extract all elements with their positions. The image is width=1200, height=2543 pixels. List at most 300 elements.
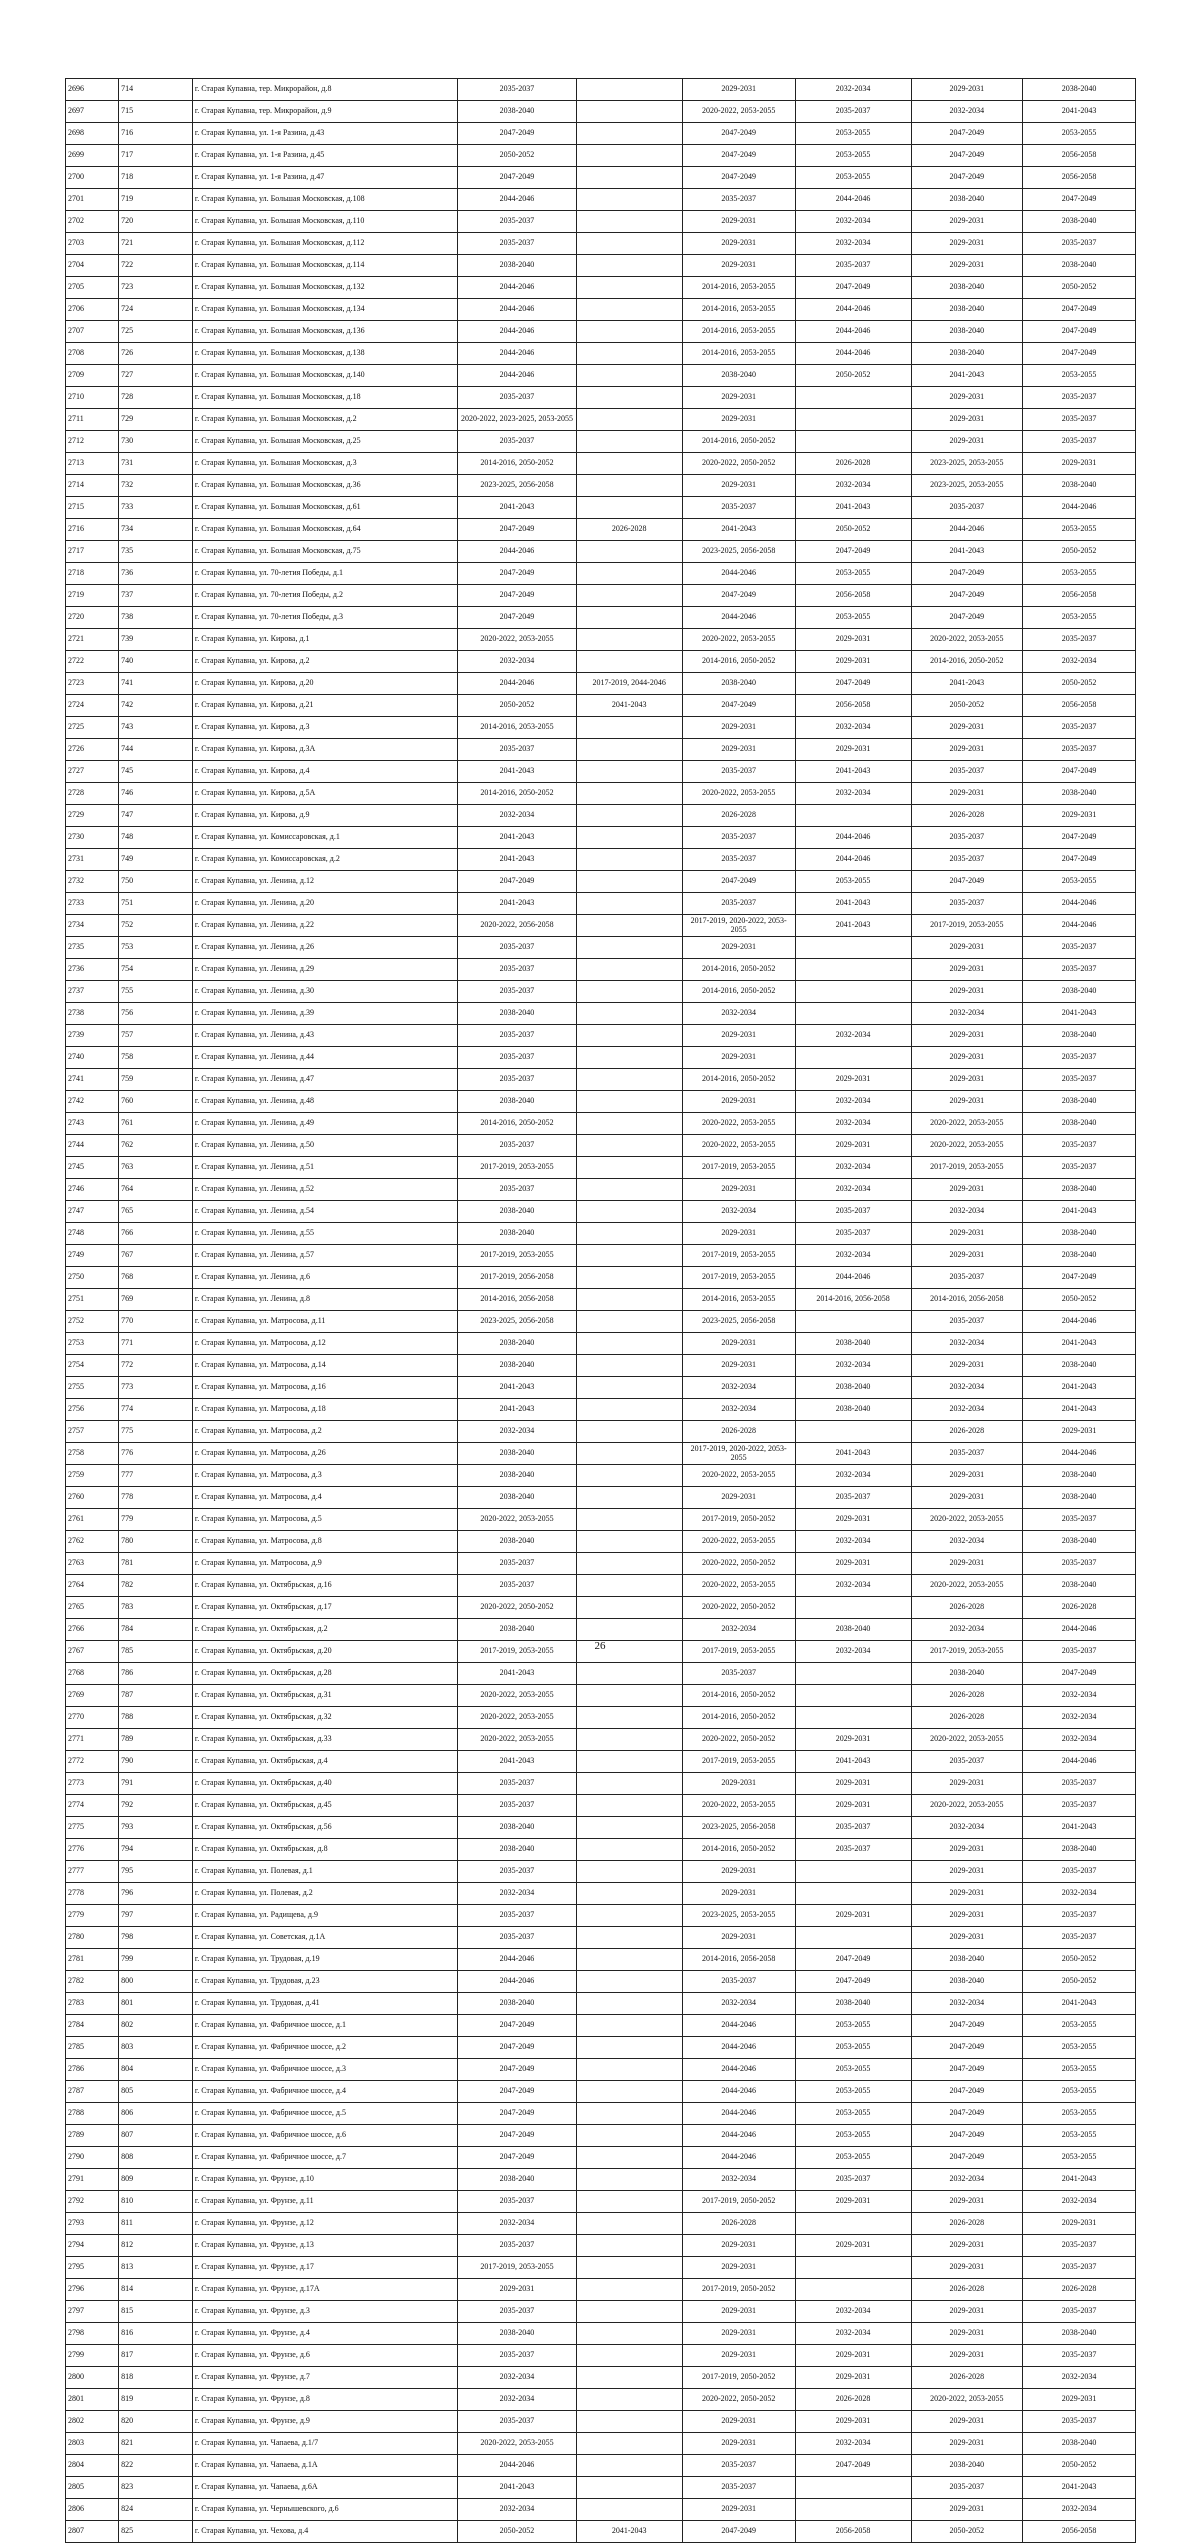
cell-period-d: 2041-2043 [795,1443,911,1465]
cell-building-id: 738 [119,607,193,629]
cell-period-a: 2038-2040 [458,1333,576,1355]
table-row [66,541,1136,563]
cell-row-number: 2717 [66,541,119,563]
table-row [66,2015,1136,2037]
cell-row-number: 2725 [66,717,119,739]
cell-building-id: 726 [119,343,193,365]
table-row [66,1575,1136,1597]
cell-period-d: 2029-2031 [795,739,911,761]
cell-period-c: 2038-2040 [682,673,795,695]
table-row [66,915,1136,937]
cell-period-a: 2035-2037 [458,233,576,255]
cell-period-c: 2035-2037 [682,2477,795,2499]
cell-address: г. Старая Купавна, ул. Большая Московская, д.108 [192,189,458,211]
cell-period-f: 2050-2052 [1023,1949,1136,1971]
cell-period-a: 2020-2022, 2053-2055 [458,1509,576,1531]
cell-period-d [795,937,911,959]
cell-address: г. Старая Купавна, ул. Большая Московская, д.75 [192,541,458,563]
table-row [66,1553,1136,1575]
cell-address: г. Старая Купавна, ул. Фрунзе, д.4 [192,2323,458,2345]
table-row [66,959,1136,981]
table-row [66,1091,1136,1113]
cell-period-a: 2035-2037 [458,1135,576,1157]
cell-building-id: 746 [119,783,193,805]
cell-period-d: 2029-2031 [795,651,911,673]
table-row [66,783,1136,805]
cell-period-d: 2053-2055 [795,2103,911,2125]
cell-period-c: 2029-2031 [682,1179,795,1201]
cell-period-f: 2035-2037 [1023,2411,1136,2433]
cell-address: г. Старая Купавна, ул. Матросова, д.26 [192,1443,458,1465]
cell-period-e: 2029-2031 [911,2235,1023,2257]
cell-row-number: 2699 [66,145,119,167]
cell-period-c: 2020-2022, 2050-2052 [682,453,795,475]
cell-period-d [795,2499,911,2521]
cell-period-c: 2014-2016, 2050-2052 [682,959,795,981]
cell-period-e: 2020-2022, 2053-2055 [911,1795,1023,1817]
cell-period-b [576,2059,682,2081]
cell-period-f: 2038-2040 [1023,79,1136,101]
table-row [66,1113,1136,1135]
cell-period-e: 2029-2031 [911,431,1023,453]
cell-row-number: 2802 [66,2411,119,2433]
cell-row-number: 2760 [66,1487,119,1509]
cell-period-f: 2044-2046 [1023,893,1136,915]
cell-address: г. Старая Купавна, ул. Кирова, д.21 [192,695,458,717]
cell-period-d: 2047-2049 [795,1971,911,1993]
cell-period-a: 2035-2037 [458,387,576,409]
cell-period-e: 2035-2037 [911,893,1023,915]
cell-row-number: 2798 [66,2323,119,2345]
cell-period-d [795,409,911,431]
cell-address: г. Старая Купавна, ул. Фрунзе, д.13 [192,2235,458,2257]
cell-address: г. Старая Купавна, ул. Полевая, д.1 [192,1861,458,1883]
cell-period-d [795,2213,911,2235]
cell-address: г. Старая Купавна, ул. Матросова, д.5 [192,1509,458,1531]
cell-address: г. Старая Купавна, ул. Октябрьская, д.16 [192,1575,458,1597]
cell-period-d: 2044-2046 [795,299,911,321]
cell-period-b [576,1487,682,1509]
table-row [66,1355,1136,1377]
cell-period-d: 2056-2058 [795,585,911,607]
cell-period-b [576,453,682,475]
cell-period-f: 2050-2052 [1023,1289,1136,1311]
cell-address: г. Старая Купавна, ул. Комиссаровская, д.2 [192,849,458,871]
cell-period-c: 2047-2049 [682,145,795,167]
cell-period-a: 2035-2037 [458,959,576,981]
cell-period-c: 2020-2022, 2050-2052 [682,1597,795,1619]
cell-address: г. Старая Купавна, ул. Большая Московская, д.25 [192,431,458,453]
cell-period-e: 2029-2031 [911,1047,1023,1069]
cell-row-number: 2797 [66,2301,119,2323]
cell-period-b [576,2081,682,2103]
cell-building-id: 776 [119,1443,193,1465]
cell-address: г. Старая Купавна, ул. Трудовая, д.19 [192,1949,458,1971]
cell-period-b [576,1157,682,1179]
cell-period-b [576,2323,682,2345]
cell-period-b [576,981,682,1003]
cell-period-c: 2035-2037 [682,893,795,915]
cell-period-a: 2041-2043 [458,761,576,783]
cell-period-d: 2038-2040 [795,1333,911,1355]
cell-period-c: 2017-2019, 2050-2052 [682,1509,795,1531]
cell-period-a: 2035-2037 [458,1773,576,1795]
cell-period-c: 2017-2019, 2050-2052 [682,2367,795,2389]
cell-row-number: 2800 [66,2367,119,2389]
cell-row-number: 2773 [66,1773,119,1795]
cell-building-id: 752 [119,915,193,937]
cell-period-f: 2056-2058 [1023,585,1136,607]
cell-address: г. Старая Купавна, ул. Большая Московская, д.140 [192,365,458,387]
cell-period-d [795,1311,911,1333]
cell-period-a: 2035-2037 [458,211,576,233]
cell-period-c: 2032-2034 [682,1399,795,1421]
cell-period-a: 2032-2034 [458,1421,576,1443]
cell-period-f: 2047-2049 [1023,189,1136,211]
cell-address: г. Старая Купавна, ул. Большая Московская, д.36 [192,475,458,497]
cell-period-c: 2044-2046 [682,2103,795,2125]
cell-period-b [576,1971,682,1993]
cell-period-e: 2032-2034 [911,1201,1023,1223]
cell-address: г. Старая Купавна, ул. Ленина, д.51 [192,1157,458,1179]
cell-building-id: 764 [119,1179,193,1201]
cell-address: г. Старая Купавна, ул. Фабричное шоссе, д.3 [192,2059,458,2081]
cell-period-e: 2038-2040 [911,1971,1023,1993]
cell-period-a: 2017-2019, 2053-2055 [458,2257,576,2279]
table-row [66,1971,1136,1993]
cell-period-e: 2029-2031 [911,2323,1023,2345]
cell-period-a: 2032-2034 [458,805,576,827]
cell-period-d: 2050-2052 [795,365,911,387]
cell-building-id: 793 [119,1817,193,1839]
cell-building-id: 750 [119,871,193,893]
cell-period-b [576,475,682,497]
cell-period-d: 2029-2031 [795,1553,911,1575]
cell-address: г. Старая Купавна, ул. Кирова, д.5А [192,783,458,805]
table-row [66,343,1136,365]
cell-period-b [576,1839,682,1861]
cell-period-d [795,1047,911,1069]
cell-period-d: 2053-2055 [795,2015,911,2037]
cell-period-b [576,761,682,783]
cell-address: г. Старая Купавна, ул. Фабричное шоссе, д.2 [192,2037,458,2059]
cell-building-id: 760 [119,1091,193,1113]
cell-period-d [795,2279,911,2301]
cell-period-b [576,585,682,607]
cell-building-id: 785 [119,1641,193,1663]
cell-period-f: 2041-2043 [1023,1399,1136,1421]
cell-building-id: 806 [119,2103,193,2125]
cell-period-b [576,1091,682,1113]
cell-period-d: 2041-2043 [795,761,911,783]
cell-building-id: 766 [119,1223,193,1245]
table-row [66,2037,1136,2059]
cell-row-number: 2723 [66,673,119,695]
cell-period-c: 2047-2049 [682,695,795,717]
cell-period-a: 2014-2016, 2050-2052 [458,1113,576,1135]
cell-period-d: 2029-2031 [795,2345,911,2367]
cell-row-number: 2712 [66,431,119,453]
cell-period-c: 2029-2031 [682,233,795,255]
cell-period-c: 2017-2019, 2053-2055 [682,1157,795,1179]
table-row [66,2191,1136,2213]
cell-period-f: 2035-2037 [1023,1553,1136,1575]
cell-row-number: 2772 [66,1751,119,1773]
cell-period-b [576,1245,682,1267]
cell-address: г. Старая Купавна, ул. Комиссаровская, д.1 [192,827,458,849]
table-row [66,2323,1136,2345]
cell-address: г. Старая Купавна, ул. Матросова, д.8 [192,1531,458,1553]
cell-building-id: 819 [119,2389,193,2411]
cell-period-d: 2032-2034 [795,1157,911,1179]
cell-address: г. Старая Купавна, ул. Большая Московская, д.3 [192,453,458,475]
cell-building-id: 747 [119,805,193,827]
cell-period-c: 2029-2031 [682,739,795,761]
cell-period-f: 2041-2043 [1023,1377,1136,1399]
cell-period-b [576,1685,682,1707]
cell-period-c: 2029-2031 [682,1883,795,1905]
cell-address: г. Старая Купавна, ул. Большая Московская, д.134 [192,299,458,321]
cell-row-number: 2734 [66,915,119,937]
cell-period-f: 2044-2046 [1023,1751,1136,1773]
cell-period-a: 2014-2016, 2050-2052 [458,783,576,805]
cell-address: г. Старая Купавна, ул. Ленина, д.50 [192,1135,458,1157]
cell-period-f: 2053-2055 [1023,123,1136,145]
cell-period-a: 2047-2049 [458,2037,576,2059]
cell-row-number: 2771 [66,1729,119,1751]
cell-period-f: 2050-2052 [1023,2455,1136,2477]
cell-period-c: 2026-2028 [682,2213,795,2235]
cell-period-f: 2032-2034 [1023,1883,1136,1905]
cell-period-f: 2035-2037 [1023,1927,1136,1949]
cell-period-b [576,2279,682,2301]
cell-building-id: 782 [119,1575,193,1597]
cell-period-c: 2020-2022, 2053-2055 [682,101,795,123]
cell-row-number: 2763 [66,1553,119,1575]
cell-period-b [576,1597,682,1619]
cell-address: г. Старая Купавна, ул. Ленина, д.49 [192,1113,458,1135]
cell-period-b [576,2103,682,2125]
cell-period-e: 2035-2037 [911,827,1023,849]
cell-period-d: 2026-2028 [795,2389,911,2411]
cell-period-e: 2032-2034 [911,1531,1023,1553]
cell-building-id: 787 [119,1685,193,1707]
cell-building-id: 748 [119,827,193,849]
cell-building-id: 754 [119,959,193,981]
cell-period-b [576,497,682,519]
cell-period-a: 2041-2043 [458,497,576,519]
cell-period-b [576,893,682,915]
cell-period-c: 2014-2016, 2050-2052 [682,1707,795,1729]
cell-period-c: 2026-2028 [682,805,795,827]
cell-period-d: 2032-2034 [795,1355,911,1377]
cell-period-f: 2050-2052 [1023,1971,1136,1993]
cell-period-f: 2056-2058 [1023,2521,1136,2543]
cell-period-f: 2032-2034 [1023,2367,1136,2389]
cell-building-id: 770 [119,1311,193,1333]
cell-period-f: 2047-2049 [1023,1267,1136,1289]
cell-period-a: 2047-2049 [458,2059,576,2081]
cell-period-d: 2047-2049 [795,673,911,695]
cell-building-id: 810 [119,2191,193,2213]
cell-period-d: 2053-2055 [795,2059,911,2081]
cell-address: г. Старая Купавна, ул. Трудовая, д.41 [192,1993,458,2015]
cell-building-id: 814 [119,2279,193,2301]
cell-period-d: 2041-2043 [795,893,911,915]
table-body [66,79,1136,2543]
table-row [66,1883,1136,1905]
cell-period-b [576,1003,682,1025]
cell-period-a: 2044-2046 [458,1949,576,1971]
cell-row-number: 2733 [66,893,119,915]
table-row [66,2301,1136,2323]
cell-row-number: 2716 [66,519,119,541]
cell-address: г. Старая Купавна, ул. Кирова, д.1 [192,629,458,651]
cell-building-id: 725 [119,321,193,343]
cell-building-id: 784 [119,1619,193,1641]
cell-building-id: 756 [119,1003,193,1025]
cell-address: г. Старая Купавна, ул. Матросова, д.16 [192,1377,458,1399]
cell-building-id: 742 [119,695,193,717]
cell-period-d: 2035-2037 [795,255,911,277]
cell-period-f: 2035-2037 [1023,1905,1136,1927]
cell-period-a: 2041-2043 [458,893,576,915]
cell-address: г. Старая Купавна, ул. Фрунзе, д.17 [192,2257,458,2279]
cell-period-d: 2029-2031 [795,2367,911,2389]
cell-row-number: 2708 [66,343,119,365]
cell-period-b [576,1751,682,1773]
cell-building-id: 717 [119,145,193,167]
cell-period-e: 2014-2016, 2050-2052 [911,651,1023,673]
cell-row-number: 2750 [66,1267,119,1289]
cell-period-d: 2053-2055 [795,123,911,145]
cell-period-f: 2035-2037 [1023,2257,1136,2279]
cell-period-a: 2035-2037 [458,937,576,959]
table-row [66,409,1136,431]
table-row [66,365,1136,387]
table-row [66,1619,1136,1641]
cell-period-c: 2029-2031 [682,937,795,959]
table-row [66,871,1136,893]
cell-row-number: 2803 [66,2433,119,2455]
cell-period-e: 2032-2034 [911,1619,1023,1641]
cell-period-e: 2047-2049 [911,2081,1023,2103]
table-row [66,1135,1136,1157]
table-row [66,1245,1136,1267]
table-row [66,607,1136,629]
cell-period-c: 2014-2016, 2050-2052 [682,981,795,1003]
cell-period-c: 2014-2016, 2056-2058 [682,1949,795,1971]
cell-row-number: 2806 [66,2499,119,2521]
cell-period-d: 2053-2055 [795,167,911,189]
cell-period-b [576,387,682,409]
cell-period-c: 2023-2025, 2053-2055 [682,1905,795,1927]
cell-row-number: 2807 [66,2521,119,2543]
cell-period-b [576,1069,682,1091]
cell-row-number: 2701 [66,189,119,211]
cell-period-b [576,607,682,629]
table-row [66,1927,1136,1949]
cell-period-c: 2017-2019, 2050-2052 [682,2191,795,2213]
cell-period-d: 2029-2031 [795,1729,911,1751]
cell-period-f: 2053-2055 [1023,365,1136,387]
cell-period-a: 2041-2043 [458,1377,576,1399]
cell-period-c: 2047-2049 [682,123,795,145]
cell-building-id: 739 [119,629,193,651]
cell-row-number: 2762 [66,1531,119,1553]
cell-address: г. Старая Купавна, ул. Октябрьская, д.4 [192,1751,458,1773]
table-row [66,2477,1136,2499]
table-row [66,1861,1136,1883]
cell-period-a: 2035-2037 [458,79,576,101]
cell-row-number: 2782 [66,1971,119,1993]
cell-period-e: 2047-2049 [911,167,1023,189]
table-row [66,849,1136,871]
cell-period-a: 2047-2049 [458,2015,576,2037]
cell-row-number: 2755 [66,1377,119,1399]
cell-period-e: 2047-2049 [911,2037,1023,2059]
cell-period-b [576,1509,682,1531]
cell-address: г. Старая Купавна, ул. Ленина, д.22 [192,915,458,937]
table-row [66,1729,1136,1751]
table-row [66,1201,1136,1223]
cell-period-c: 2035-2037 [682,2455,795,2477]
cell-period-e: 2029-2031 [911,1355,1023,1377]
table-row [66,431,1136,453]
cell-period-e: 2023-2025, 2053-2055 [911,453,1023,475]
cell-period-d [795,431,911,453]
cell-building-id: 773 [119,1377,193,1399]
table-row [66,2235,1136,2257]
cell-period-f: 2047-2049 [1023,321,1136,343]
cell-period-c: 2035-2037 [682,497,795,519]
cell-address: г. Старая Купавна, ул. 1-я Разина, д.43 [192,123,458,145]
cell-period-b [576,1223,682,1245]
cell-period-c: 2020-2022, 2053-2055 [682,1575,795,1597]
cell-period-f: 2029-2031 [1023,2213,1136,2235]
cell-row-number: 2710 [66,387,119,409]
table-row [66,1487,1136,1509]
cell-period-a: 2050-2052 [458,695,576,717]
cell-period-c: 2032-2034 [682,1201,795,1223]
cell-building-id: 777 [119,1465,193,1487]
cell-period-f: 2035-2037 [1023,431,1136,453]
cell-address: г. Старая Купавна, ул. Полевая, д.2 [192,1883,458,1905]
cell-period-d [795,1685,911,1707]
cell-building-id: 809 [119,2169,193,2191]
cell-period-d: 2014-2016, 2056-2058 [795,1289,911,1311]
table-row [66,1949,1136,1971]
cell-period-a: 2038-2040 [458,1839,576,1861]
table-row [66,805,1136,827]
cell-period-c: 2029-2031 [682,255,795,277]
cell-period-b [576,189,682,211]
cell-period-f: 2038-2040 [1023,2433,1136,2455]
cell-period-b [576,101,682,123]
cell-period-e: 2029-2031 [911,255,1023,277]
cell-row-number: 2794 [66,2235,119,2257]
cell-period-b [576,783,682,805]
cell-period-a: 2035-2037 [458,1575,576,1597]
cell-address: г. Старая Купавна, ул. Чернышевского, д.6 [192,2499,458,2521]
cell-period-d [795,805,911,827]
table-row [66,2059,1136,2081]
cell-period-c: 2044-2046 [682,2037,795,2059]
cell-period-b [576,409,682,431]
cell-period-e: 2029-2031 [911,1839,1023,1861]
table-row [66,2279,1136,2301]
cell-address: г. Старая Купавна, ул. Кирова, д.3 [192,717,458,739]
